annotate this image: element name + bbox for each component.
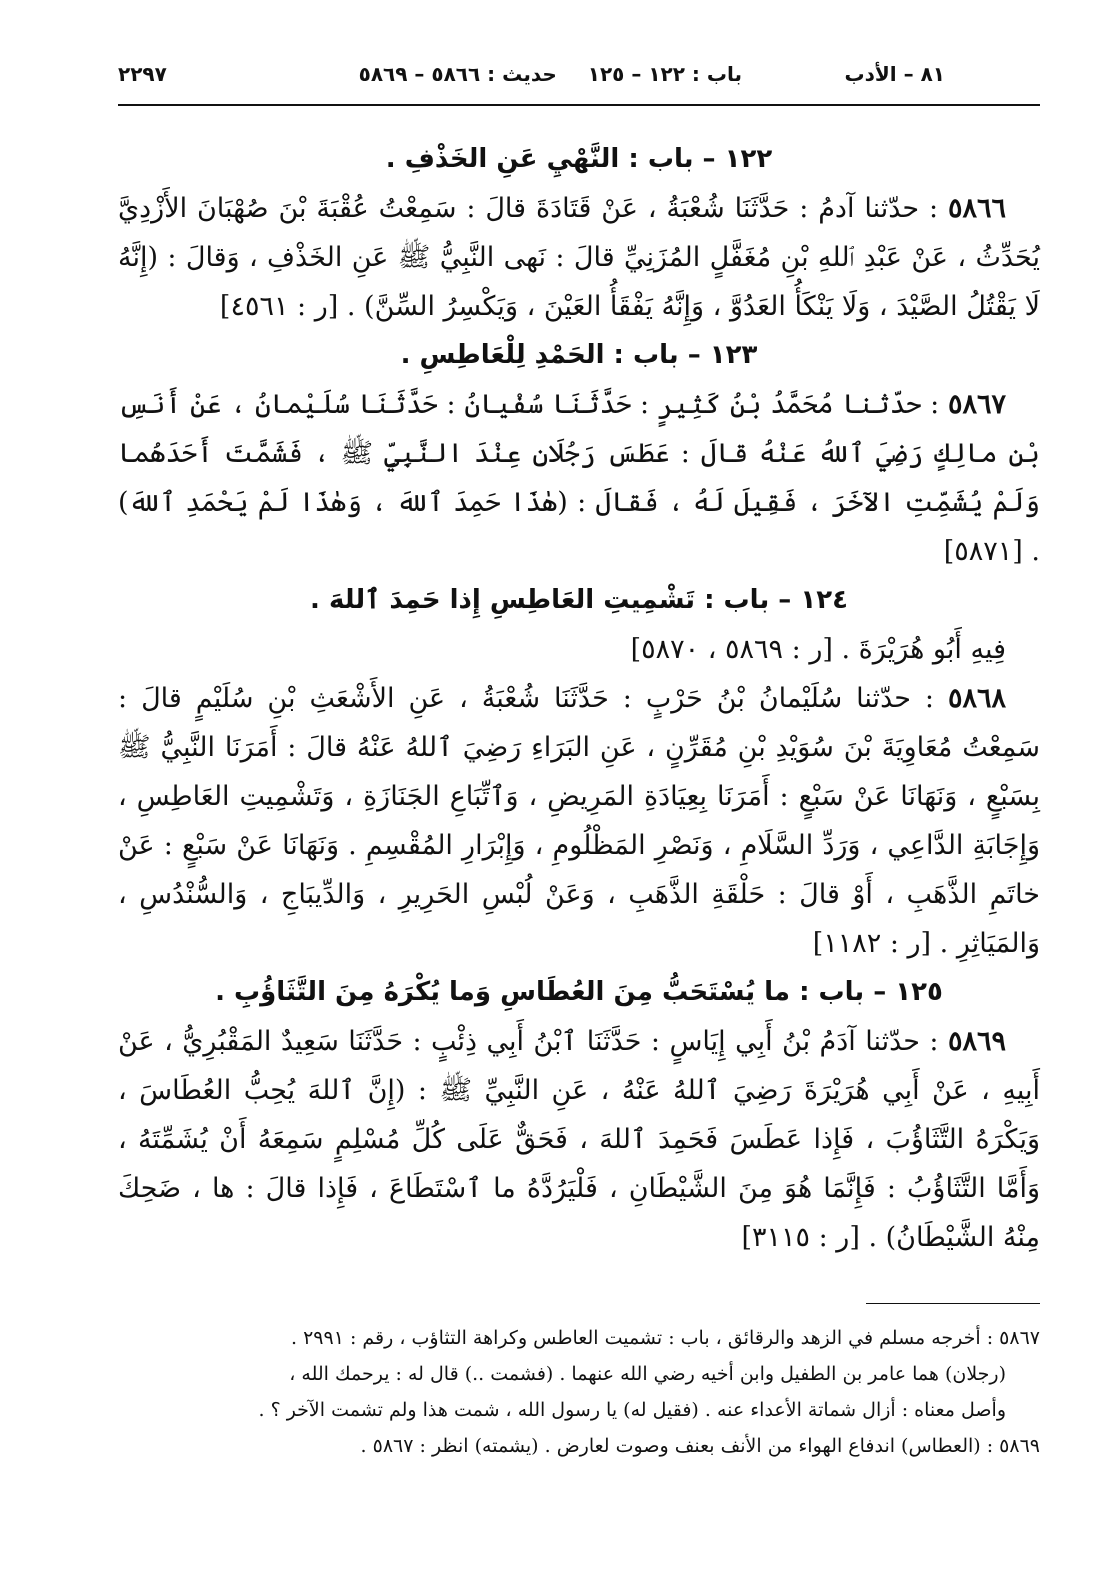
hadith-paragraph (118, 380, 1040, 576)
footnotes (118, 1320, 1040, 1464)
header-ranges (335, 62, 742, 86)
chapter-heading: ١٢٢ – باب : النَّهْيِ عَنِ الخَذْفِ . (385, 144, 773, 174)
kitab-title: ٨١ – الأدب (844, 62, 945, 86)
footnote: وأصل معناه : أزال شماتة الأعداء عنه . (فقيل له) يا رسول الله ، شمت هذا ولم تشمت الآخر ؟ . (258, 1399, 1006, 1421)
hadith-text: : حدّثنا سُلَيْمانُ بْنُ حَرْبٍ : حَدَّثَنَا شُعْبَةُ ، عَنِ الأَشْعَثِ بْنِ سُلَيْمٍ قالَ : سَمِعْتُ مُعَاوِيَةَ بْنَ سُوَيْدِ بْنِ مُقَرِّنٍ ، عَنِ البَرَاءِ رَضِيَ ٱللهُ عَنْهُ قالَ : أَمَرَنَا النَّبِيُّ ﷺ بِسَبْعٍ ، وَنَهَانَا عَنْ سَبْعٍ : أَمَرَنَا بِعِيَادَةِ المَرِيضِ ، وَٱتِّبَاعِ الجَنَازَةِ ، وَتَشْمِيتِ العَاطِسِ ، وَإِجَابَةِ الدَّاعِي ، وَرَدِّ السَّلَامِ ، وَنَصْرِ المَظْلُومِ ، وَإِبْرَارِ المُقْسِمِ . وَنَهَانَا عَنْ سَبْعٍ : عَنْ خاتَمِ الذَّهَبِ ، أَوْ قالَ : حَلْقَةِ الذَّهَبِ ، وَعَنْ لُبْسِ الحَرِيرِ ، وَالدِّيبَاجِ ، وَالسُّنْدُسِ ، وَالمَيَاثِرِ . [ر : ١١٨٢] (118, 683, 1040, 959)
hadith-paragraph (118, 184, 1040, 331)
chapter-heading: ١٢٥ – باب : ما يُسْتَحَبُّ مِنَ العُطَاسِ وَما يُكْرَهُ مِنَ التَّثَاؤُبِ . (215, 977, 943, 1007)
main-text (118, 135, 1040, 1262)
hadith-range: حديث : ٥٨٦٦ – ٥٨٦٩ (358, 62, 557, 86)
hadith-paragraph (118, 674, 1040, 968)
page-number: ٢٢٩٧ (118, 62, 167, 86)
hadith-number: ٥٨٦٦ (947, 193, 1006, 224)
footnote: ٥٨٦٩ : (العطاس) اندفاع الهواء من الأنف بعنف وصوت لعارض . (يشمته) انظر : ٥٨٦٧ . (360, 1435, 1040, 1457)
footnote: ٥٨٦٧ : أخرجه مسلم في الزهد والرقائق ، باب : تشميت العاطس وكراهة التثاؤب ، رقم : ٢٩٩١ . (290, 1327, 1040, 1349)
hadith-number: ٥٨٦٩ (947, 1026, 1006, 1057)
running-header (118, 50, 1040, 100)
header-divider (118, 104, 1040, 106)
bab-range: باب : ١٢٢ – ١٢٥ (587, 62, 742, 86)
hadith-number: ٥٨٦٨ (947, 683, 1006, 714)
footnote: (رجلان) هما عامر بن الطفيل وابن أخيه رضي الله عنهما . (فشمت ..) قال له : يرحمك الله ، (289, 1363, 1006, 1385)
hadith-paragraph (118, 1017, 1040, 1262)
hadith-text: : حدّثنا آدمُ : حَدَّثَنَا شُعْبَةُ ، عَنْ قَتَادَةَ قالَ : سَمِعْتُ عُقْبَةَ بْنَ صُهْبَانَ الأَزْدِيَّ يُحَدِّثُ ، عَنْ عَبْدِ ٱللهِ بْنِ مُغَفَّلٍ المُزَنِيِّ قالَ : نَهى النَّبِيُّ ﷺ عَنِ الخَذْفِ ، وَقالَ : (إِنَّهُ لَا يَقْتُلُ الصَّيْدَ ، وَلَا يَنْكَأُ العَدُوَّ ، وَإِنَّهُ يَفْقَأُ العَيْنَ ، وَيَكْسِرُ السِّنَّ) . [ر : ٤٥٦١] (118, 193, 1040, 322)
chapter-note: فِيهِ أَبُو هُرَيْرَةَ . [ر : ٥٨٦٩ ، ٥٨٧٠] (630, 634, 1006, 665)
chapter-heading: ١٢٣ – باب : الحَمْدِ لِلْعَاطِسِ . (400, 340, 758, 370)
chapter-heading: ١٢٤ – باب : تَشْمِيتِ العَاطِسِ إِذا حَمِدَ ٱللهَ . (310, 585, 848, 615)
hadith-text: : حدّثنا آدَمُ بْنُ أَبِي إِيَاسٍ : حَدَّثَنَا ٱبْنُ أَبِي ذِئْبٍ : حَدَّثَنَا سَعِيدٌ المَقْبُرِيُّ ، عَنْ أَبِيهِ ، عَنْ أَبِي هُرَيْرَةَ رَضِيَ ٱللهُ عَنْهُ ، عَنِ النَّبِيِّ ﷺ : (إِنَّ ٱللهَ يُحِبُّ العُطَاسَ ، وَيَكْرَهُ التَّثَاؤُبَ ، فَإِذا عَطَسَ فَحَمِدَ ٱللهَ ، فَحَقٌّ عَلَى كُلِّ مُسْلِمٍ سَمِعَهُ أَنْ يُشَمِّتَهُ ، وَأَمَّا التَّثَاؤُبُ : فَإِنَّمَا هُوَ مِنَ الشَّيْطَانِ ، فَلْيَرُدَّهُ ما ٱسْتَطَاعَ ، فَإِذا قالَ : ها ، ضَحِكَ مِنْهُ الشَّيْطَانُ) . [ر : ٣١١٥] (118, 1026, 1040, 1253)
footnote-divider (866, 1303, 1040, 1304)
hadith-text: : حدّثنا مُحَمَّدُ بْنُ كَثِيرٍ : حَدَّثَنَا سُفْيانُ : حَدَّثَنَا سُلَيْمانُ ، عَنْ أَنَسِ بْنِ مالِكٍ رَضِيَ ٱللهُ عَنْهُ قالَ : عَطَسَ رَجُلَانِ عِنْدَ النَّبِيِّ ﷺ ، فَشَمَّتَ أَحَدَهُما وَلَمْ يُشَمِّتِ الآخَرَ ، فَقِيلَ لَهُ ، فَقالَ : (هٰذَا حَمِدَ ٱللهَ ، وَهٰذَا لَمْ يَحْمَدِ ٱللهَ) . [٥٨٧١] (118, 389, 1040, 567)
hadith-number: ٥٨٦٧ (947, 389, 1006, 420)
